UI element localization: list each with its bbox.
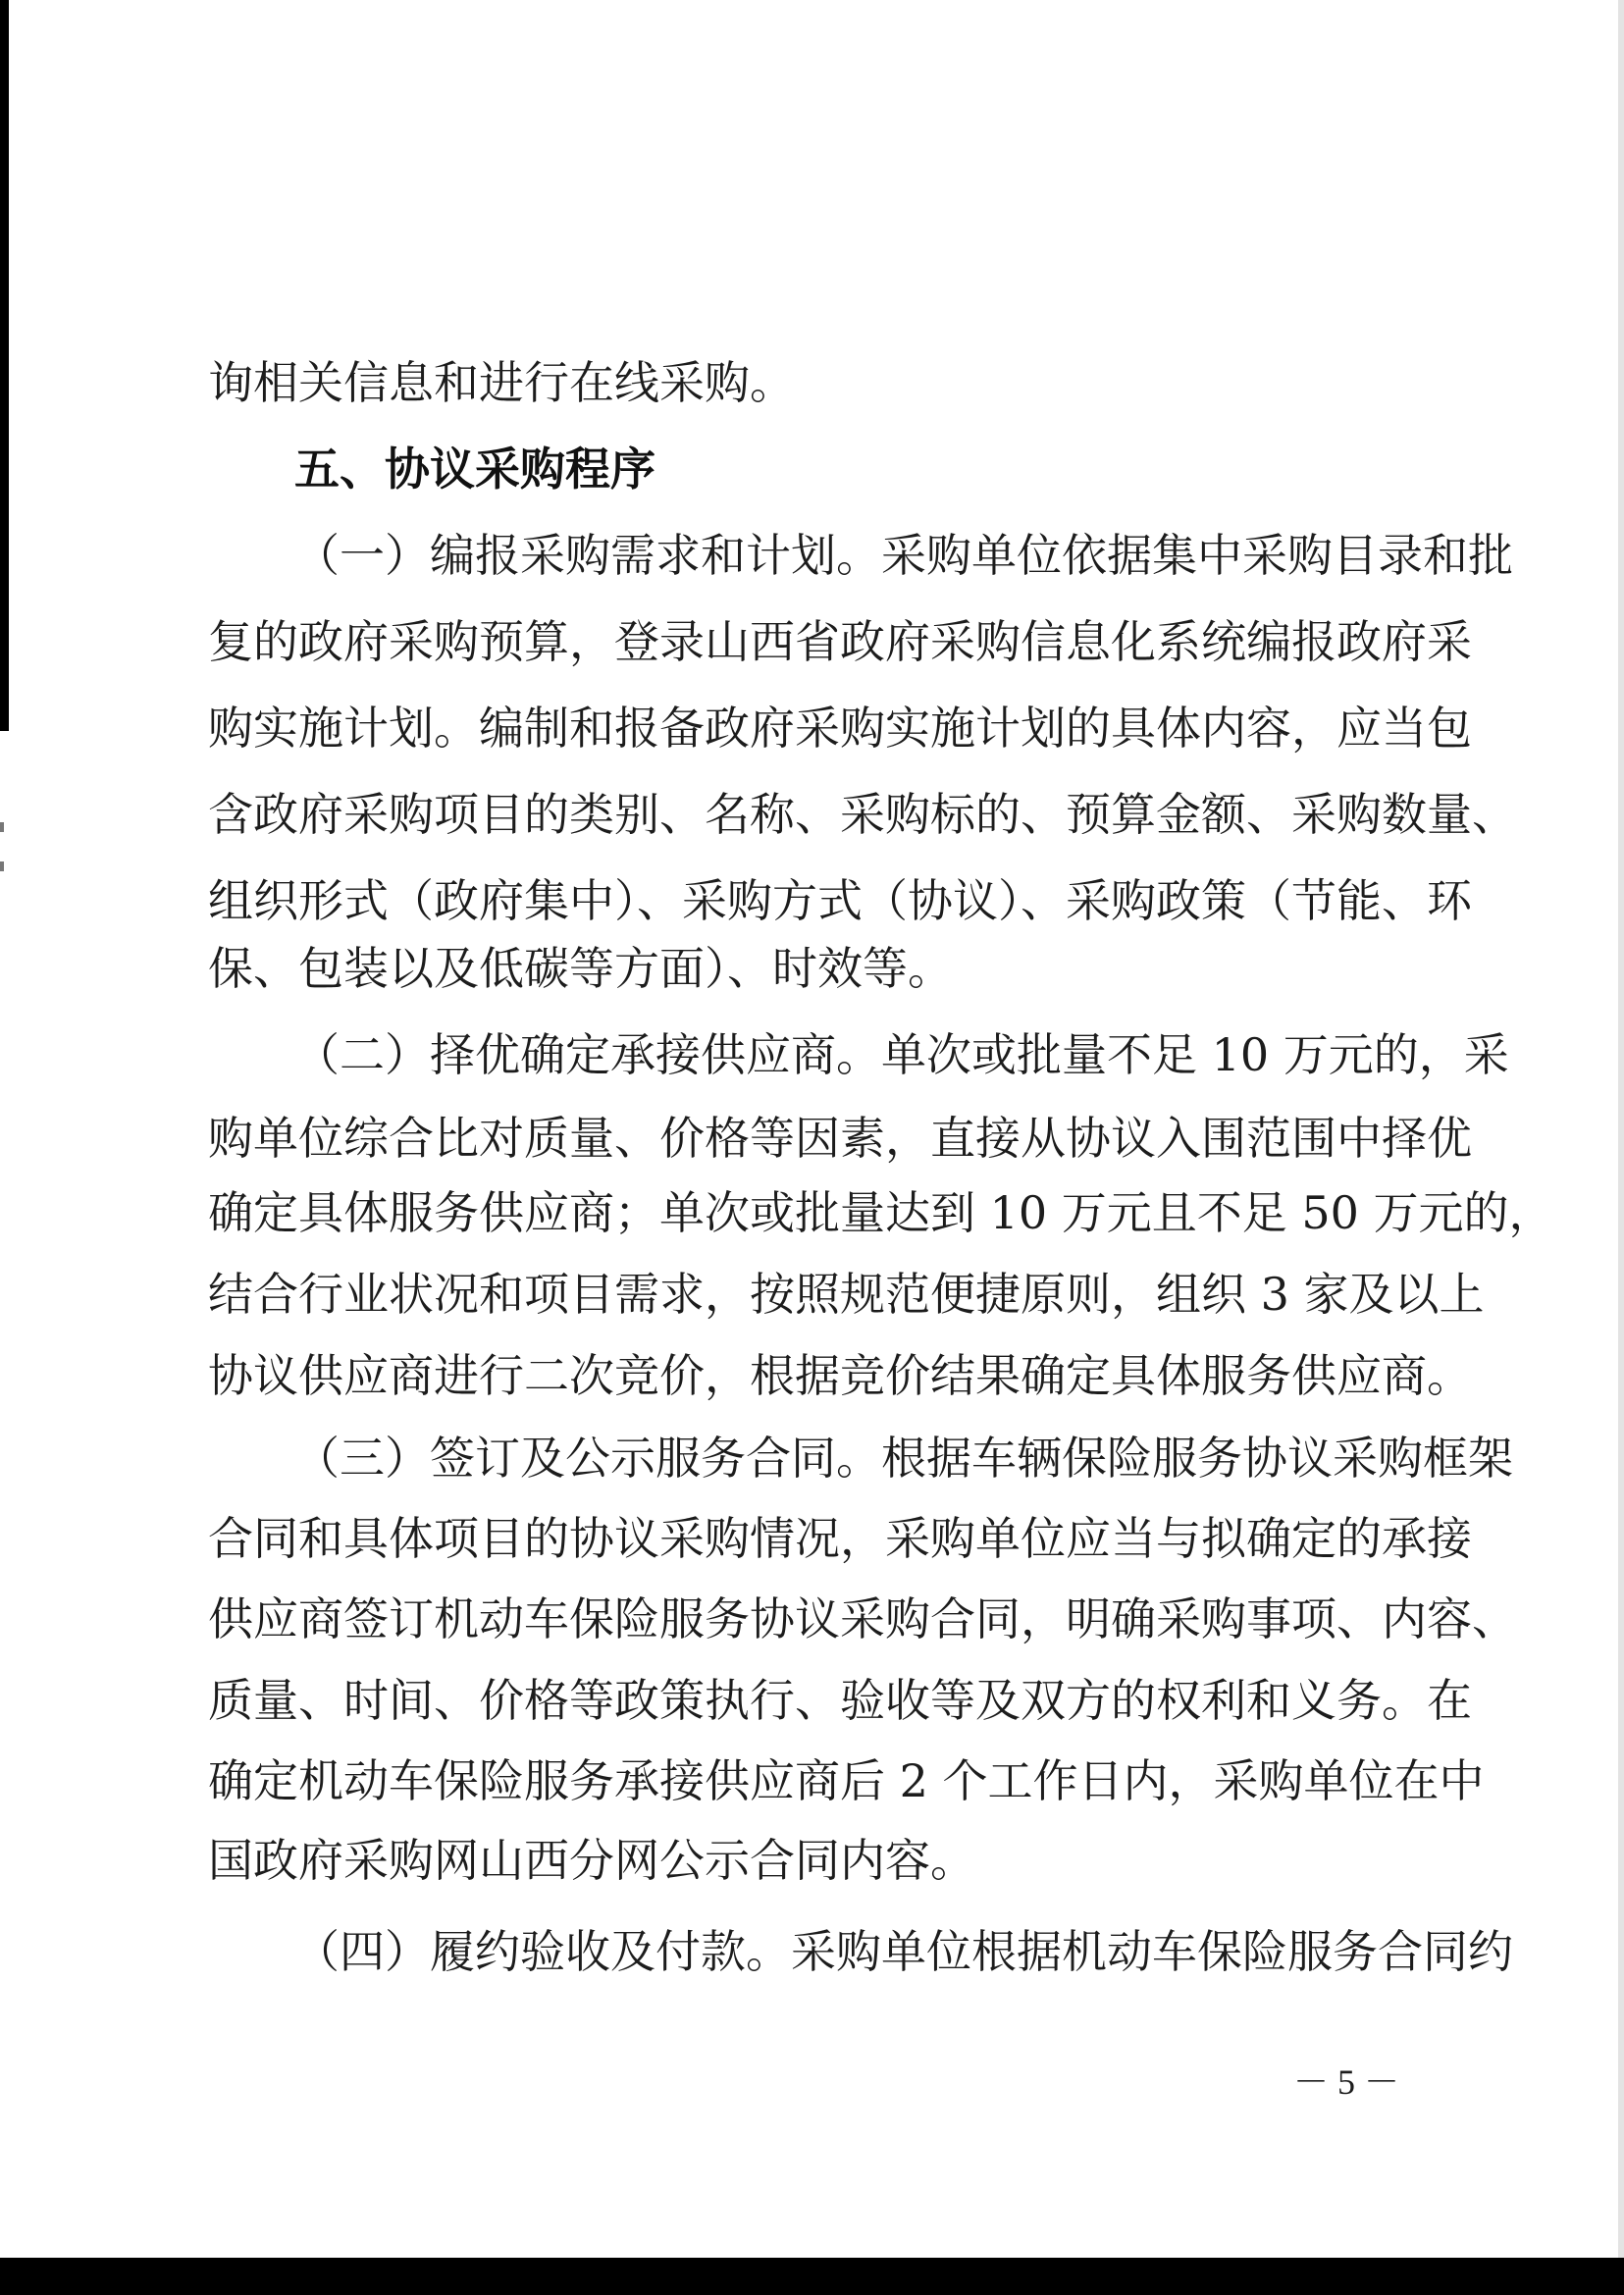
text-line: 组织形式（政府集中）、采购方式（协议）、采购政策（节能、环	[208, 874, 1472, 927]
text-line: 保、包装以及低碳等方面）、时效等。	[208, 942, 953, 995]
text-line: （三）签订及公示服务合同。根据车辆保险服务协议采购框架	[294, 1432, 1513, 1485]
text-line: 确定具体服务供应商；单次或批量达到 10 万元且不足 50 万元的，	[208, 1186, 1554, 1239]
text-line: 供应商签订机动车保险服务协议采购合同，明确采购事项、内容、	[208, 1592, 1517, 1645]
scan-edge-left	[0, 0, 9, 731]
page-number: － 5 －	[1293, 2062, 1400, 2102]
text-line: 合同和具体项目的协议采购情况，采购单位应当与拟确定的承接	[208, 1512, 1472, 1565]
binding-mark	[0, 822, 4, 832]
text-line: 协议供应商进行二次竞价，根据竞价结果确定具体服务供应商。	[208, 1349, 1472, 1402]
text-line: 复的政府采购预算，登录山西省政府采购信息化系统编报政府采	[208, 615, 1472, 668]
text-line: （一）编报采购需求和计划。采购单位依据集中采购目录和批	[294, 529, 1513, 582]
text-line: 结合行业状况和项目需求，按照规范便捷原则，组织 3 家及以上	[208, 1268, 1485, 1321]
text-line: 质量、时间、价格等政策执行、验收等及双方的权利和义务。在	[208, 1674, 1472, 1727]
text-line: 购单位综合比对质量、价格等因素，直接从协议入围范围中择优	[208, 1112, 1472, 1165]
text-line: 国政府采购网山西分网公示合同内容。	[208, 1834, 975, 1887]
text-line: 确定机动车保险服务承接供应商后 2 个工作日内，采购单位在中	[208, 1754, 1485, 1807]
text-line: 询相关信息和进行在线采购。	[208, 356, 795, 409]
binding-mark	[0, 861, 4, 871]
text-line: 含政府采购项目的类别、名称、采购标的、预算金额、采购数量、	[208, 788, 1517, 841]
text-line: （四）履约验收及付款。采购单位根据机动车保险服务合同约	[294, 1925, 1513, 1978]
scan-edge-right	[1618, 0, 1624, 2295]
scan-edge-bottom	[0, 2258, 1624, 2295]
text-line: 购实施计划。编制和报备政府采购实施计划的具体内容，应当包	[208, 702, 1472, 755]
text-line: （二）择优确定承接供应商。单次或批量不足 10 万元的，采	[294, 1028, 1509, 1081]
section-heading: 五、协议采购程序	[294, 443, 655, 496]
